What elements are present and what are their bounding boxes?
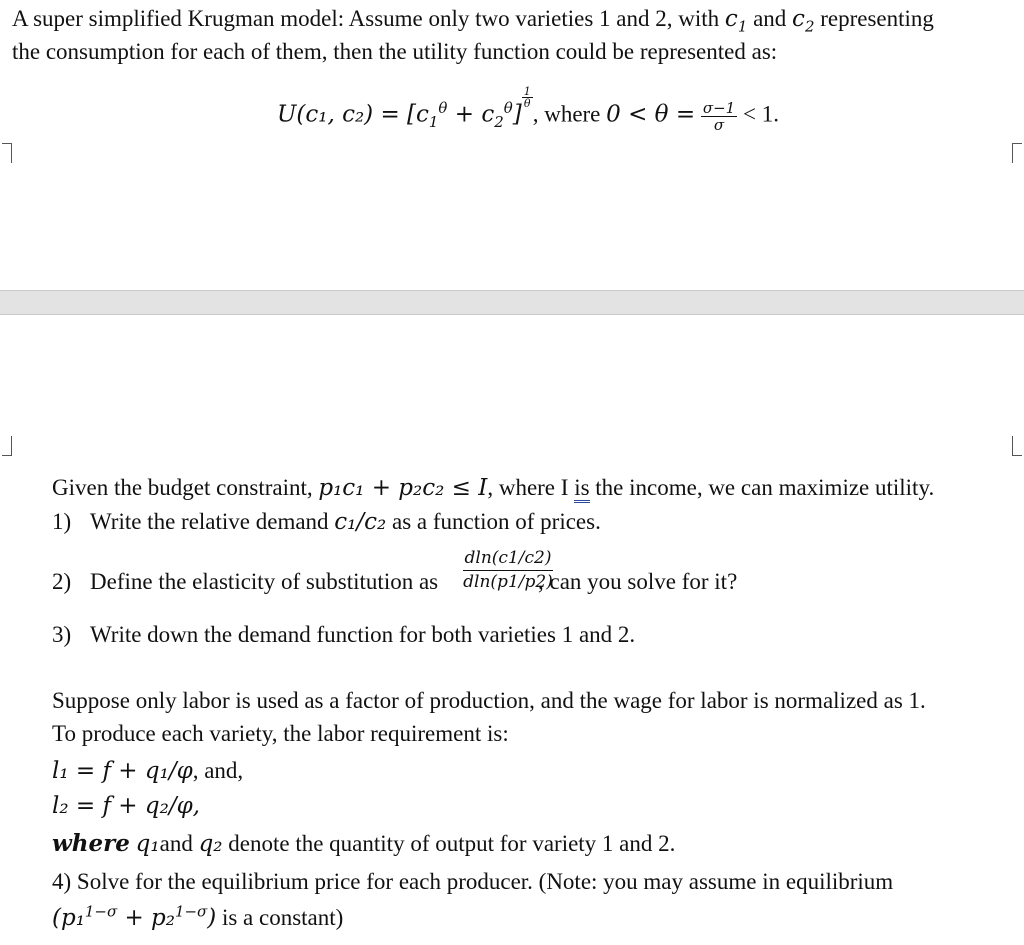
where-suffix: denote the quantity of output for variety 1 and 2. bbox=[228, 831, 676, 856]
where-italic: where bbox=[52, 830, 130, 857]
intro-text-2: the consumption for each of them, then the utility function could be represented as: bbox=[12, 39, 778, 64]
budget-constraint-math: p₁c₁ + p₂c₂ ≤ I bbox=[318, 475, 488, 501]
question-2-number: 2) bbox=[52, 569, 72, 594]
question-3 bbox=[52, 620, 635, 650]
budget-suffix: the income, we can maximize utility. bbox=[595, 475, 935, 500]
c2-symbol: $c_2$ bbox=[792, 6, 815, 36]
page-break bbox=[0, 290, 1024, 315]
labor-eq-2: l₂ = f + q₂/φ, bbox=[52, 793, 200, 819]
labor-equation-1 bbox=[52, 756, 243, 786]
question-2-text: Define the elasticity of substitution as bbox=[90, 569, 439, 594]
where-q1: q₁ bbox=[135, 831, 160, 857]
intro-line-1 bbox=[12, 4, 934, 34]
where-and: and bbox=[159, 831, 193, 856]
question-3-text: Write down the demand function for both varieties 1 and 2. bbox=[90, 622, 636, 647]
page-corner-mark bbox=[1012, 436, 1022, 456]
question-3-number: 3) bbox=[52, 622, 72, 647]
intro-representing: representing bbox=[820, 6, 934, 31]
theta-fraction bbox=[701, 100, 737, 133]
utility-where: , where bbox=[532, 101, 601, 127]
page-corner-mark bbox=[2, 143, 12, 163]
document-page-1 bbox=[0, 0, 1024, 290]
intro-line-2 bbox=[12, 37, 777, 67]
budget-line bbox=[52, 473, 934, 503]
where-line bbox=[52, 829, 675, 859]
where-q2: q₂ bbox=[198, 831, 223, 857]
labor-text-1: Suppose only labor is used as a factor of production, and the wage for labor is normalized as 1. bbox=[52, 688, 926, 713]
question-4-math-p2: + p₂ bbox=[117, 905, 175, 931]
page-corner-mark bbox=[1012, 143, 1022, 163]
question-1-math: c₁/c₂ bbox=[334, 509, 387, 535]
question-4 bbox=[52, 867, 893, 897]
utility-close-bracket: ] bbox=[512, 101, 522, 128]
labor-line-1 bbox=[52, 686, 926, 716]
elasticity-denominator: dln(p1/p2) bbox=[463, 572, 553, 592]
utility-plus: + c bbox=[447, 101, 495, 128]
question-4-math-line bbox=[52, 903, 343, 933]
intro-text: A super simplified Krugman model: Assume only two varieties 1 and 2, with bbox=[12, 6, 720, 31]
page-corner-mark bbox=[2, 436, 12, 456]
labor-eq-1-suffix: , and, bbox=[192, 758, 244, 783]
theta-frac-den: σ bbox=[713, 115, 725, 134]
question-4-math-close: ) bbox=[207, 905, 217, 931]
question-4-exponent-1: 1−σ bbox=[84, 902, 118, 921]
question-1-number: 1) bbox=[52, 509, 72, 534]
question-1 bbox=[52, 507, 601, 537]
question-1-text: Write the relative demand bbox=[90, 509, 329, 534]
labor-eq-1: l₁ = f + q₁/φ bbox=[52, 758, 193, 784]
question-4-exponent-2: 1−σ bbox=[174, 902, 208, 921]
theta-frac-num: σ−1 bbox=[702, 98, 736, 117]
elasticity-numerator: dln(c1/c2) bbox=[463, 547, 553, 571]
utility-equation: U(c₁, $c_2) = [c_1^\theta + c_2^\theta]$ $^{\frac{1}{\theta}}$ , where 0 < θ = $\frac{\sigma-1}{\sigma}$ < 1. bbox=[277, 85, 779, 134]
utility-lhs: U(c₁, c₂) = [c bbox=[277, 101, 429, 128]
budget-mid: , where I bbox=[487, 475, 569, 500]
question-4-text: 4) Solve for the equilibrium price for each producer. (Note: you may assume in equilibrium bbox=[52, 869, 894, 894]
c1-symbol: $c_1$ bbox=[724, 6, 748, 36]
question-1-suffix: as a function of prices. bbox=[392, 509, 601, 534]
question-2 bbox=[52, 567, 438, 597]
question-2-suffix-line bbox=[538, 567, 737, 597]
budget-prefix: Given the budget constraint, bbox=[52, 475, 313, 500]
question-4-math-p1: (p₁ bbox=[52, 905, 85, 931]
utility-condition: 0 < θ = bbox=[606, 101, 696, 128]
utility-condition-end: < 1. bbox=[742, 101, 779, 127]
labor-equation-2 bbox=[52, 791, 200, 821]
labor-line-2 bbox=[52, 719, 509, 749]
question-4-suffix: is a constant) bbox=[216, 905, 344, 930]
question-2-suffix: , can you solve for it? bbox=[538, 569, 738, 594]
budget-is-underlined: is bbox=[574, 475, 589, 503]
intro-and: and bbox=[753, 6, 787, 31]
labor-text-2: To produce each variety, the labor requirement is: bbox=[52, 721, 509, 746]
